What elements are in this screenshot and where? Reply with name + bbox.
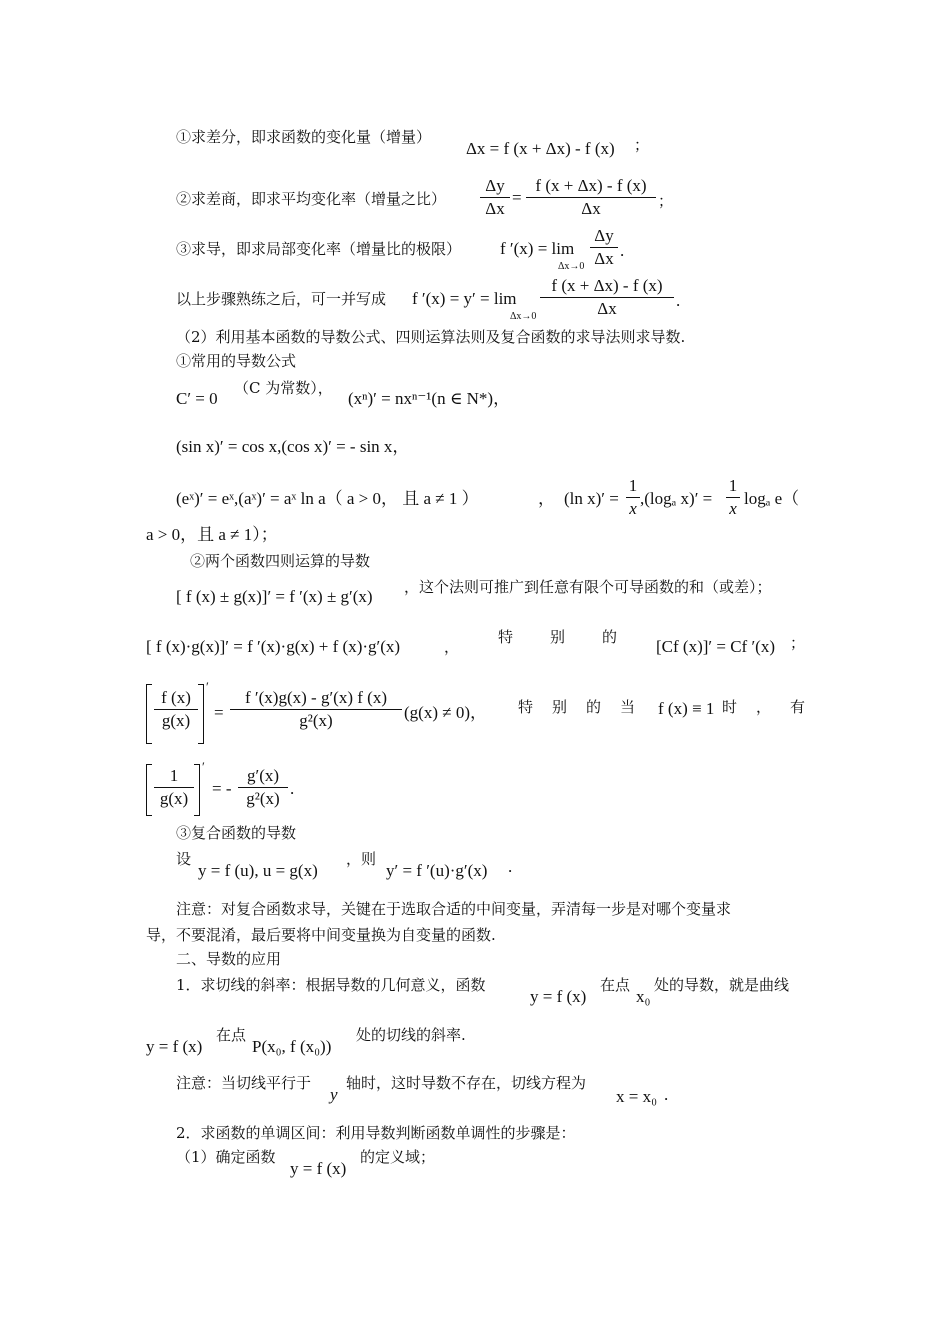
formula-power: (xⁿ)′ = nxⁿ⁻¹(n ∈ N*)，: [348, 389, 511, 408]
composite-then: ，则: [346, 850, 377, 868]
formula-log-cond: a > 0，且 a ≠ 1）；: [146, 525, 278, 544]
step3-lim-sub: Δx→0: [558, 261, 585, 272]
step4-end: .: [676, 291, 681, 310]
constant-rule-end: ；: [790, 634, 806, 652]
quot-prime: ′: [206, 679, 209, 694]
recip-prime: ′: [202, 759, 205, 774]
step2-lhs-fraction: [480, 176, 510, 220]
composite-let: 设: [176, 850, 192, 868]
recip-den: g(x): [159, 789, 189, 808]
log-frac-1: [626, 476, 640, 520]
log-frac-2-num: 1: [726, 476, 740, 498]
special-word-2: 别: [550, 628, 566, 646]
recip-end: .: [290, 779, 295, 798]
step1-formula: Δx = f (x + Δx) - f (x): [466, 139, 615, 158]
step3-num: Δy: [590, 226, 618, 248]
tangent-x0: x₀: [636, 987, 651, 1006]
quot-special-have: 有: [790, 698, 806, 716]
recip-lhs-fraction: [154, 766, 194, 810]
tangent-text4: 在点: [216, 1026, 247, 1044]
step2-lhs-num: Δy: [480, 176, 510, 198]
recip-eq: = -: [212, 779, 232, 798]
step3-lhs: f ′(x) = lim: [500, 239, 575, 258]
formula-exp: (eˣ)′ = eˣ,(aˣ)′ = aˣ ln a（ a > 0， 且 a ≠ 1 ）: [176, 489, 479, 508]
monotonic-step1-end: 的定义域；: [360, 1148, 436, 1166]
tangent-text1: 1．求切线的斜率：根据导数的几何意义，函数: [176, 976, 486, 994]
note1-line1: 注意：对复合函数求导，关键在于选取合适的中间变量，弄清每一步是对哪个变量求: [176, 900, 732, 918]
constant-rule: [Cf (x)]′ = Cf ′(x): [656, 637, 775, 656]
note2-text2: 轴时，这时导数不存在，切线方程为: [346, 1074, 587, 1092]
common-formulas-title: ①常用的导数公式: [176, 352, 297, 370]
quot-rhs-fraction: [230, 688, 402, 732]
recip-num: 1: [154, 766, 194, 788]
step2-end: ；: [658, 192, 674, 210]
quot-left-bracket: [146, 684, 152, 744]
note2-text1: 注意：当切线平行于: [176, 1074, 312, 1092]
note1-line2: 导，不要混淆，最后要将中间变量换为自变量的函数.: [146, 926, 496, 944]
tangent-text5: 处的切线的斜率.: [356, 1026, 466, 1044]
formula-constant: C′ = 0: [176, 389, 218, 408]
step4-text: 以上步骤熟练之后，可一并写成: [176, 290, 387, 308]
quot-eq: =: [214, 703, 224, 722]
note2-end: .: [664, 1085, 669, 1104]
monotonic-step1-text: （1）确定函数: [176, 1148, 276, 1166]
tangent-text2: 在点: [600, 976, 631, 994]
log-frac-2: [726, 476, 740, 520]
step3-text: ③求导，即求局部变化率（增量比的极限）: [176, 240, 462, 258]
quot-special-1: 特: [518, 698, 534, 716]
quot-special-cond: f (x) ≡ 1: [658, 699, 715, 718]
step2-rhs-num: f (x + Δx) - f (x): [526, 176, 656, 198]
formula-log-mid: ,(logₐ x)′ =: [640, 489, 713, 508]
step4-lim-sub: Δx→0: [510, 311, 537, 322]
tangent-point: P(x₀, f (x₀)): [252, 1037, 332, 1056]
step2-rhs-fraction: [526, 176, 656, 220]
formula-log-rhs: logₐ e（: [744, 489, 800, 508]
step3-fraction: [590, 226, 618, 270]
quot-lhs-fraction: [154, 688, 198, 732]
quot-rhs-num: f ′(x)g(x) - g′(x) f (x): [230, 688, 402, 710]
quot-cond: (g(x) ≠ 0)，: [404, 703, 487, 722]
sum-rule: [ f (x) ± g(x)]′ = f ′(x) ± g′(x): [176, 587, 373, 606]
composite-end: .: [508, 857, 513, 876]
special-word-1: 特: [498, 628, 514, 646]
formula-trig: (sin x)′ = cos x,(cos x)′ = - sin x，: [176, 437, 410, 456]
special-word-3: 的: [602, 628, 618, 646]
formula-constant-note: （C 为常数），: [234, 379, 333, 397]
recip-rhs-num: g′(x): [238, 766, 288, 788]
monotonic-title: 2．求函数的单调区间：利用导数判断函数单调性的步骤是：: [176, 1124, 576, 1142]
composite-title: ③复合函数的导数: [176, 824, 297, 842]
composite-def: y = f (u), u = g(x): [198, 861, 318, 880]
quot-right-bracket: [198, 684, 204, 744]
log-frac-1-den: x: [629, 499, 637, 518]
step2-rhs-den: Δx: [581, 199, 601, 218]
quot-rhs-den: g²(x): [299, 711, 333, 730]
quot-special-when: 时: [722, 698, 738, 716]
recip-rhs-den: g²(x): [246, 789, 280, 808]
composite-rule: y′ = f ′(u)·g′(x): [386, 861, 488, 880]
log-frac-2-den: x: [729, 499, 737, 518]
tangent-fx: y = f (x): [530, 987, 587, 1006]
step3-den: Δx: [594, 249, 614, 268]
step2-text: ②求差商，即求平均变化率（增量之比）: [176, 190, 447, 208]
product-comma: ，: [444, 638, 460, 656]
quot-special-3: 的: [586, 698, 602, 716]
quot-special-2: 别: [552, 698, 568, 716]
tangent-text3: 处的导数，就是曲线: [654, 976, 790, 994]
step1-end: ；: [634, 136, 650, 154]
formula-comma: ，: [538, 489, 555, 508]
step4-den: Δx: [597, 299, 617, 318]
step2-lhs-den: Δx: [485, 199, 505, 218]
step4-fraction: [540, 276, 674, 320]
quot-lhs-den: g(x): [161, 711, 191, 730]
step3-end: .: [620, 241, 625, 260]
step2-eq: =: [512, 188, 522, 207]
sum-rule-note: ，这个法则可推广到任意有限个可导函数的和（或差）；: [404, 578, 772, 596]
log-frac-1-num: 1: [626, 476, 640, 498]
step4-lhs: f ′(x) = y′ = lim: [412, 289, 517, 308]
section2-heading: 二、导数的应用: [176, 950, 282, 968]
product-rule: [ f (x)·g(x)]′ = f ′(x)·g(x) + f (x)·g′(x): [146, 637, 401, 656]
step1-text: ①求差分，即求函数的变化量（增量）: [176, 128, 432, 146]
quot-special-comma: ，: [756, 698, 772, 716]
recip-left-bracket: [146, 764, 152, 816]
quot-special-4: 当: [620, 698, 636, 716]
rule2-text: （2）利用基本函数的导数公式、四则运算法则及复合函数的求导法则求导数.: [176, 328, 686, 346]
tangent-fx2: y = f (x): [146, 1037, 203, 1056]
formula-log-lhs: (ln x)′ =: [564, 489, 619, 508]
monotonic-step1-fx: y = f (x): [290, 1159, 347, 1178]
recip-rhs-fraction: [238, 766, 288, 810]
recip-right-bracket: [194, 764, 200, 816]
note2-eq: x = x₀: [616, 1087, 658, 1106]
step4-num: f (x + Δx) - f (x): [540, 276, 674, 298]
note2-y: y: [330, 1085, 338, 1104]
four-ops-title: ②两个函数四则运算的导数: [190, 552, 371, 570]
quot-lhs-num: f (x): [154, 688, 198, 710]
